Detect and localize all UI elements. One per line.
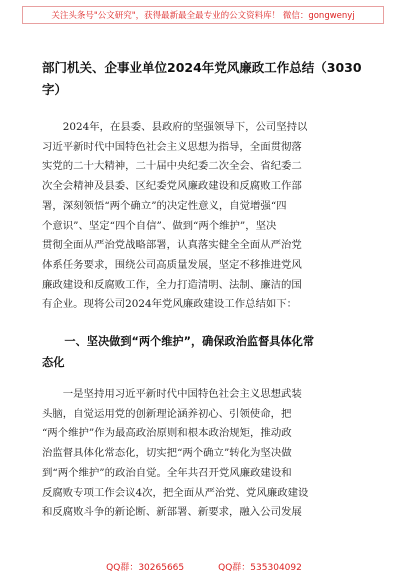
footer-qq-group-2: QQ群：535304092 xyxy=(218,563,302,573)
title-line: 部门机关、企事业单位2024年党风廉政工作总结（3030 xyxy=(42,60,362,75)
title-line: 字） xyxy=(42,82,68,97)
paragraph-line: 署，深刻领悟“两个确立”的决定性意义，自觉增强“四 xyxy=(42,199,287,212)
paragraph-line: 有企业。现将公司2024年党风廉政建设工作总结如下： xyxy=(42,298,298,311)
section-paragraph xyxy=(42,385,368,523)
paragraph-line: 和反腐败斗争的新论断、新部署、新要求，融入公司发展 xyxy=(42,506,302,519)
paragraph-line: 廉政建设和反腐败工作，全力打造清明、法制、廉洁的国 xyxy=(42,278,302,291)
paragraph-line: 个意识”、坚定“四个自信”、做到“两个维护”，坚决 xyxy=(42,219,277,232)
heading-line: 一、坚决做到“两个维护”，确保政治监督具体化常 xyxy=(42,335,315,348)
document-title xyxy=(42,57,372,101)
banner-text: 关注头条号"公文研究"，获得最新最全最专业的公文资料库！ 微信：gongwenyj xyxy=(51,11,355,21)
paragraph-line: 2024年，在县委、县政府的坚强领导下，公司坚持以 xyxy=(42,121,308,133)
paragraph-line: 到“两个维护”的政治自觉。全年共召开党风廉政建设和 xyxy=(42,466,292,479)
paragraph-line: 次全会精神及县委、区纪委党风廉政建设和反腐败工作部 xyxy=(42,180,302,193)
paragraph-line: 体系任务要求，围绕公司高质量发展，坚定不移推进党风 xyxy=(42,258,302,271)
section-heading xyxy=(42,331,372,373)
paragraph-line: 习近平新时代中国特色社会主义思想为指导，全面贯彻落 xyxy=(42,140,302,153)
paragraph-line: 实党的二十大精神，二十届中央纪委二次全会、省纪委二 xyxy=(42,160,302,173)
heading-line: 态化 xyxy=(42,356,65,369)
footer xyxy=(0,560,408,576)
intro-paragraph xyxy=(42,118,368,315)
paragraph-line: 贯彻全面从严治党战略部署，认真落实健全全面从严治党 xyxy=(42,239,302,252)
top-banner xyxy=(22,6,384,24)
paragraph-line: 治监督具体化常态化，切实把“两个确立”转化为坚决做 xyxy=(42,447,292,460)
paragraph-line: 一是坚持用习近平新时代中国特色社会主义思想武装 xyxy=(42,388,302,400)
paragraph-line: “两个维护”作为最高政治原则和根本政治规矩，推动政 xyxy=(42,427,292,440)
paragraph-line: 头脑，自觉运用党的创新理论涵养初心、引领使命，把 xyxy=(42,407,292,420)
paragraph-line: 反腐败专项工作会议4次，把全面从严治党、党风廉政建设 xyxy=(42,486,309,499)
footer-qq-group-1: QQ群：30265665 xyxy=(106,563,185,573)
